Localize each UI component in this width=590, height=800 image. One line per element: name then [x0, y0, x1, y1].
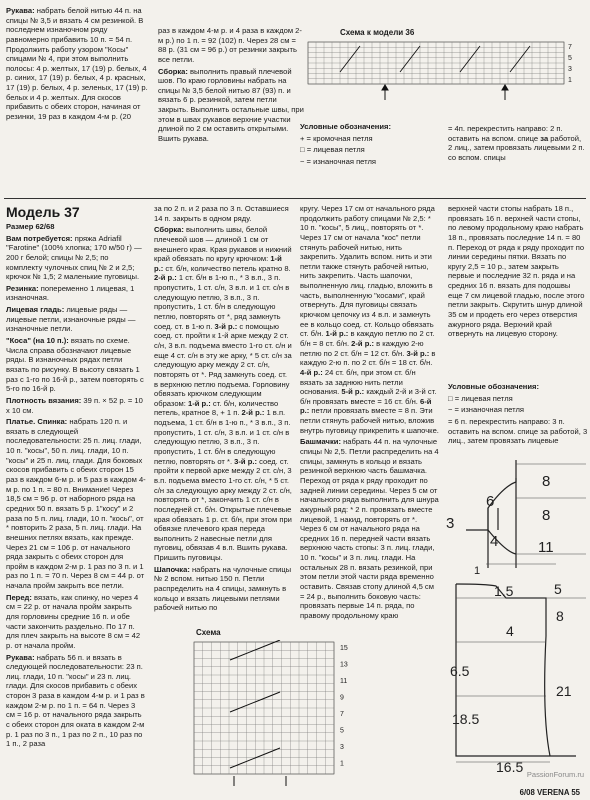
- scheme36-row-3: 3: [568, 66, 572, 73]
- legend37-item: □ = лицевая петля: [448, 393, 513, 403]
- legend37-item: = 6 п. перекрестить направо: 3 п. оставить на вспом. спице за работой, 3 лиц., затем провязать лицевые: [448, 416, 588, 446]
- scheme36-row-5: 5: [568, 55, 572, 62]
- sleeve-text-col1: [6, 6, 152, 124]
- scheme36-row-7: 7: [568, 44, 572, 51]
- bootie-label-4: 4: [490, 533, 499, 550]
- paragraph: Платье. Спинка: набрать 120 п. и вязать в следующей последовательности: 25 п. лиц. глади, 10 п. "косы", 50 п. лиц. глади, 10 п. "косы" и 25 п. лиц. глади. Для боковых скосов прибавить с обеих сторон 15 раз в каждом 6-м р. и 5 раз в каждом 4-м р. по 1 п. = 80 п. Внимание! Через 18,5 см = 96 р. от наборного ряда на средних 50 п. вязать 5 р. 1"косу" и 2 раза по 5 п. лиц. глади, 10 п. "косы", от * повторить 2 раза, 5 п. лиц. глади. На внешних петлях вязать, как прежде. Через 21 см = 106 р. от начального ряда закрыть с обеих сторон для пройм в каждом 2-м р. 1 раз по 3 п. и 1 раз по 1 п. = 70 п. Через 8 см = 44 р. от начала пройм закрыть все петли.: [6, 417, 146, 591]
- bootie-pattern: [446, 456, 590, 576]
- dress-pattern: [446, 576, 590, 776]
- bootie-label-1: 1: [474, 565, 481, 576]
- dress-label-5: 5: [554, 581, 562, 597]
- paragraph: верхней части стопы набрать 18 п., провязать 16 п. верхней части стопы, по левому продольному краю набрать 18 п., провязать последние 14 п. = 80 п. Переход от ряда к ряду проходит по линии середины пятки. Вязать по кругу 2,5 = 10 р., затем закрыть первые и последние 32 п. ряда и на средних 16 п. вязать для подошвы еще 7 см лицевой гладью, после этого петли закрыть. Скрутить шнур длиной 35 см и продеть его через отверстия ажурного ряда. Верхний край отвернуть на лицевую сторону.: [448, 204, 585, 339]
- legend37-title: Условные обозначения:: [448, 382, 540, 391]
- legend36-cross: [448, 124, 586, 165]
- scheme37-chart: [190, 640, 360, 786]
- scheme37-row-label: 11: [340, 678, 348, 685]
- legend37-item: − = изнаночная петля: [448, 405, 525, 415]
- dress-label-4: 4: [506, 623, 514, 639]
- model-title: Модель 37: [6, 204, 80, 220]
- scheme36-title: Схема к модели 36: [340, 28, 415, 37]
- legend36-item: + = кромочная петля: [300, 133, 373, 143]
- scheme37-row-label: 1: [340, 760, 344, 768]
- paragraph: кругу. Через 17 см от начального ряда продолжить работу спицами № 2,5: * 10 п. "косы", 5 лиц., повторять от *. Через 17 см от начала "кос" петли стянуть рабочей нитью, нить закрепить. Удалить вспом. нить и эти петли также стянуть рабочей нитью, нить закрепить. Часть шапочки, выполненную лиц. гладью, вложить в часть, выполненную "косами", край отвернуть. Для пуговицы связать крючком цепочку из 4 в.п. и замкнуть ее в кольцо соед. ст. Кольцо обвязать ст. б/н. 1-й р.: в каждую петлю по 2 ст. б/н = 8 ст. б/н. 2-й р.: в каждую 2-ю петлю по 2 ст. б/н = 12 ст. б/н. 3-й р.: в каждую 2-ю п. по 2 ст. б/н = 18 ст. б/н. 4-й р.: 24 ст. б/н, при этом ст. б/н вязать за заднюю нить петли основания. 5-й р.: каждый 2-й и 3-й ст. б/н провязать вместе = 16 ст. б/н. 6-й р.: петли провязать вместе = 8 п. Эти петли стянуть рабочей нитью, вложив внутрь пуговицу прикрепить к шапочке.: [300, 204, 439, 435]
- legend36-item: − = изнаночная петля: [300, 156, 377, 166]
- paragraph: Лицевая гладь: лицевые ряды — лицевые петли, изнаночные ряды — изнаночные петли.: [6, 305, 136, 334]
- page-footer: 6/08 VERENA 55: [519, 788, 580, 797]
- dress-label-6-5: 6.5: [450, 663, 470, 679]
- paragraph: Размер 62/68: [6, 222, 55, 231]
- paragraph: раз в каждом 4-м р. и 4 раза в каждом 2-м р.) по 1 п. = 92 (102) п. Через 28 см = 88 р. (31 см = 96 р.) от резинки закрыть все петли.: [158, 26, 302, 64]
- section-divider: [4, 198, 586, 199]
- legend36-title: Условные обозначения:: [300, 122, 392, 131]
- dress-label-16-5: 16.5: [496, 759, 524, 775]
- paragraph: Резинка: попеременно 1 лицевая, 1 изнаночная.: [6, 283, 135, 303]
- bootie-label-8a: 8: [542, 473, 551, 490]
- scheme37-row-label: 5: [340, 727, 344, 735]
- watermark: PassionForum.ru: [526, 770, 584, 779]
- paragraph: "Коса" (на 10 п.): вязать по схеме. Числа справа обозначают лицевые ряды. В изнаночных рядах петли вязать по рисунку. В высоту связать 1 раз с 1-го по 16-й р., затем повторять с 5-го по 16-й р.: [6, 336, 144, 394]
- legend37: [448, 382, 588, 448]
- bootie-label-3: 3: [446, 515, 455, 532]
- scheme37-row-label: 13: [340, 661, 348, 669]
- dress-label-8: 8: [556, 608, 564, 624]
- paragraph: = 4п. перекрестить направо: 2 п. оставить на вспом. спице за работой, 2 лиц., затем провязать лицевыми 2 п. со вспом. спицы: [448, 124, 585, 162]
- legend36-item: □ = лицевая петля: [300, 145, 365, 155]
- model37-col2: [154, 204, 292, 615]
- scheme37-row-label: 7: [340, 711, 344, 718]
- paragraph: Плотность вязания: 39 п. × 52 р. = 10 x 10 см.: [6, 395, 143, 415]
- scheme36-row-1: 1: [568, 77, 572, 84]
- bootie-label-11: 11: [538, 539, 554, 556]
- scheme37-row-label: 3: [340, 744, 344, 751]
- dress-label-1-5: 1.5: [494, 583, 514, 599]
- dress-label-18-5: 18.5: [452, 711, 480, 727]
- paragraph: Вам потребуется: пряжа Adriafil "Farotine" (100% хлопка; 170 м/50 г) — 200 г белой; спицы № 2,5; по комплекту чулочных спиц № 2 и 2,5; крючок № 1,5; 2 маленькие пуговицы.: [6, 233, 142, 282]
- model37-col1: [6, 222, 146, 751]
- paragraph: Сборка: выполнить правый плечевой шов. По краю горловины набрать на спицы № 3,5 белой нитью 87 (93) п. и вязать 6 р. резинкой, затем петли закрыть. Выполнить остальные швы, при этом в швах рукавов верхние участки длиной по 2 см оставить открытыми. Вшить рукава.: [158, 66, 304, 144]
- legend36: [300, 122, 450, 169]
- assembly-text-col2: [158, 26, 304, 146]
- paragraph: Башмачки: набрать 44 п. на чулочные спицы № 2,5. Петли распределить на 4 спицы, замкнуть в кольцо и вязать резинкой верхнюю часть башмачка. Переход от ряда к ряду проходит по задней линии середины. Через 5 см от начального ряда выполнить для шнура ажурный ряд: * 2 п. провязать вместе лицевой, 1 накид, повторять от *. Через 6 см от начального ряда на средних 16 п. передней части вязать верхнюю часть стопы: 3 п. лиц. глади, 10 п. "косы" и 3 п. лиц. глади. На остальных 28 п. вязать резинкой, при этом петли этой части ряда временно оставить. Связав стопу длиной 4,5 см = 24 р., выполнить боковую часть: провязать первые 14 п. ряда, по правому продольному краю: [300, 437, 439, 620]
- scheme37-row-label: 9: [340, 694, 344, 702]
- model37-col3: [300, 204, 440, 623]
- paragraph: Рукава: набрать 56 п. и вязать в следующей последовательности: 23 п. лиц. глади, 10 п. "косы" и 23 п. лиц. глади. Для скосов прибавить с обеих сторон 3 раза в каждом 4-м р. и 1 раз в каждом 2-м р. по 1 п. = 64 п. Через 3 см = 16 р. от начального ряда закрыть с обеих сторон для оката в каждом 2-м р. 1 раз по 3 п., 1 раз по 2 п., 10 раз по 1 п., 2 раза: [6, 652, 145, 749]
- paragraph: за по 2 п. и 2 раза по 3 п. Оставшиеся 14 п. закрыть в одном ряду.: [154, 204, 289, 223]
- bootie-label-8b: 8: [542, 507, 551, 524]
- scheme37-row-label: 15: [340, 645, 348, 652]
- paragraph: Шапочка: набрать на чулочные спицы № 2 вспом. нитью 150 п. Петли распределить на 4 спицы, замкнуть в кольцо и вязать лицевыми петлями рабочей нитью по: [154, 564, 292, 613]
- scheme37-title: Схема: [196, 628, 221, 637]
- dress-label-21: 21: [556, 683, 572, 699]
- paragraph: Рукава: набрать белой нитью 44 п. на спицы № 3,5 и вязать 4 см резинкой. В последнем изнаночном ряду равномерно прибавить 10 п. = 54 п. Продолжить работу узором "Косы" спицами № 4, при этом выполнить полосы: 4 р. желтых, 17 (19) р. белых, 4 р. синих, 17 (19) р. белых, 4 р. красных, 17 (19) р. белых, 4 р. зеленых, 17 (19) р. белых и 4 р. желтых. Для скосов прибавить с обеих сторон, начиная от резинки, 19 раз в каждом 4-м р. (20: [6, 6, 148, 122]
- paragraph: Перед: вязать, как спинку, но через 4 см = 22 р. от начала пройм закрыть для горловины средние 16 п. и обе части закончить раздельно. По 17 п. для плеч закрыть на высоте 8 см = 42 р. от начала пройм.: [6, 592, 141, 650]
- paragraph: Сборка: выполнить швы, белой плечевой шов — длиной 1 см от внешнего края. Края рукавов и нижний край обвязать по кругу крючком: 1-й р.: ст. б/н, количество петель кратно 8. 2-й р.: 1 ст. б/н в 1-ю п., * 3 в.п., 3 п. пропустить, 1 ст. с/н, 3 в.п. и 1 ст. с/н в следующую петлю, 3 в.п., 3 п. пропустить, 1 ст. б/н в следующую петлю, повторять от *, ряд замкнуть соед. ст. в 1-ю п. 3-й р.: с помощью соед. ст. пройти к 1-й арке между 2 ст. с/н, 3 в.п. подъема вместо 1-го ст. с/н и еще 4 ст. с/н в эту же арку, * 5 ст. с/н за следующую арку между 2 ст. с/н, повторять от *. Ряд замкнуть соед. ст. в верхнюю петлю подъема. Горловину обвязать крючком следующим образом: 1-й р.: ст. б/н, количество петель, кратное 8, + 1 п. 2-й р.: 1 в.п. подъема, 1 ст. б/н в 1-ю п., * 3 в.п., 3 п. пропустить, 1 ст. с/н, 3 в.п. и 1 ст. с/н в следующую петлю, 3 в.п., 3 п. пропустить, 1 ст. б/н в следующую петлю, повторять от *. 3-й р.: соед. ст. пройти к первой арке между 2 ст. с/н, 3 в.п. подъема вместо 1-го ст. с/н, * 5 ст. с/н за следующую арку между 2 ст. с/н, повторять от *, закончить 1 ст. с/н в последней ст. б/н. Открытые плечевые края обвязать 1 р. ст. б/н, при этом при обвязке плечевого края переда выполнить 2 навесные петли для пуговиц, обвязав 4 в.п. Вшить рукава. Пришить пуговицы.: [154, 225, 292, 563]
- scheme36-chart: [300, 40, 590, 110]
- model37-col4: [448, 204, 586, 341]
- bootie-label-6: 6: [486, 493, 495, 510]
